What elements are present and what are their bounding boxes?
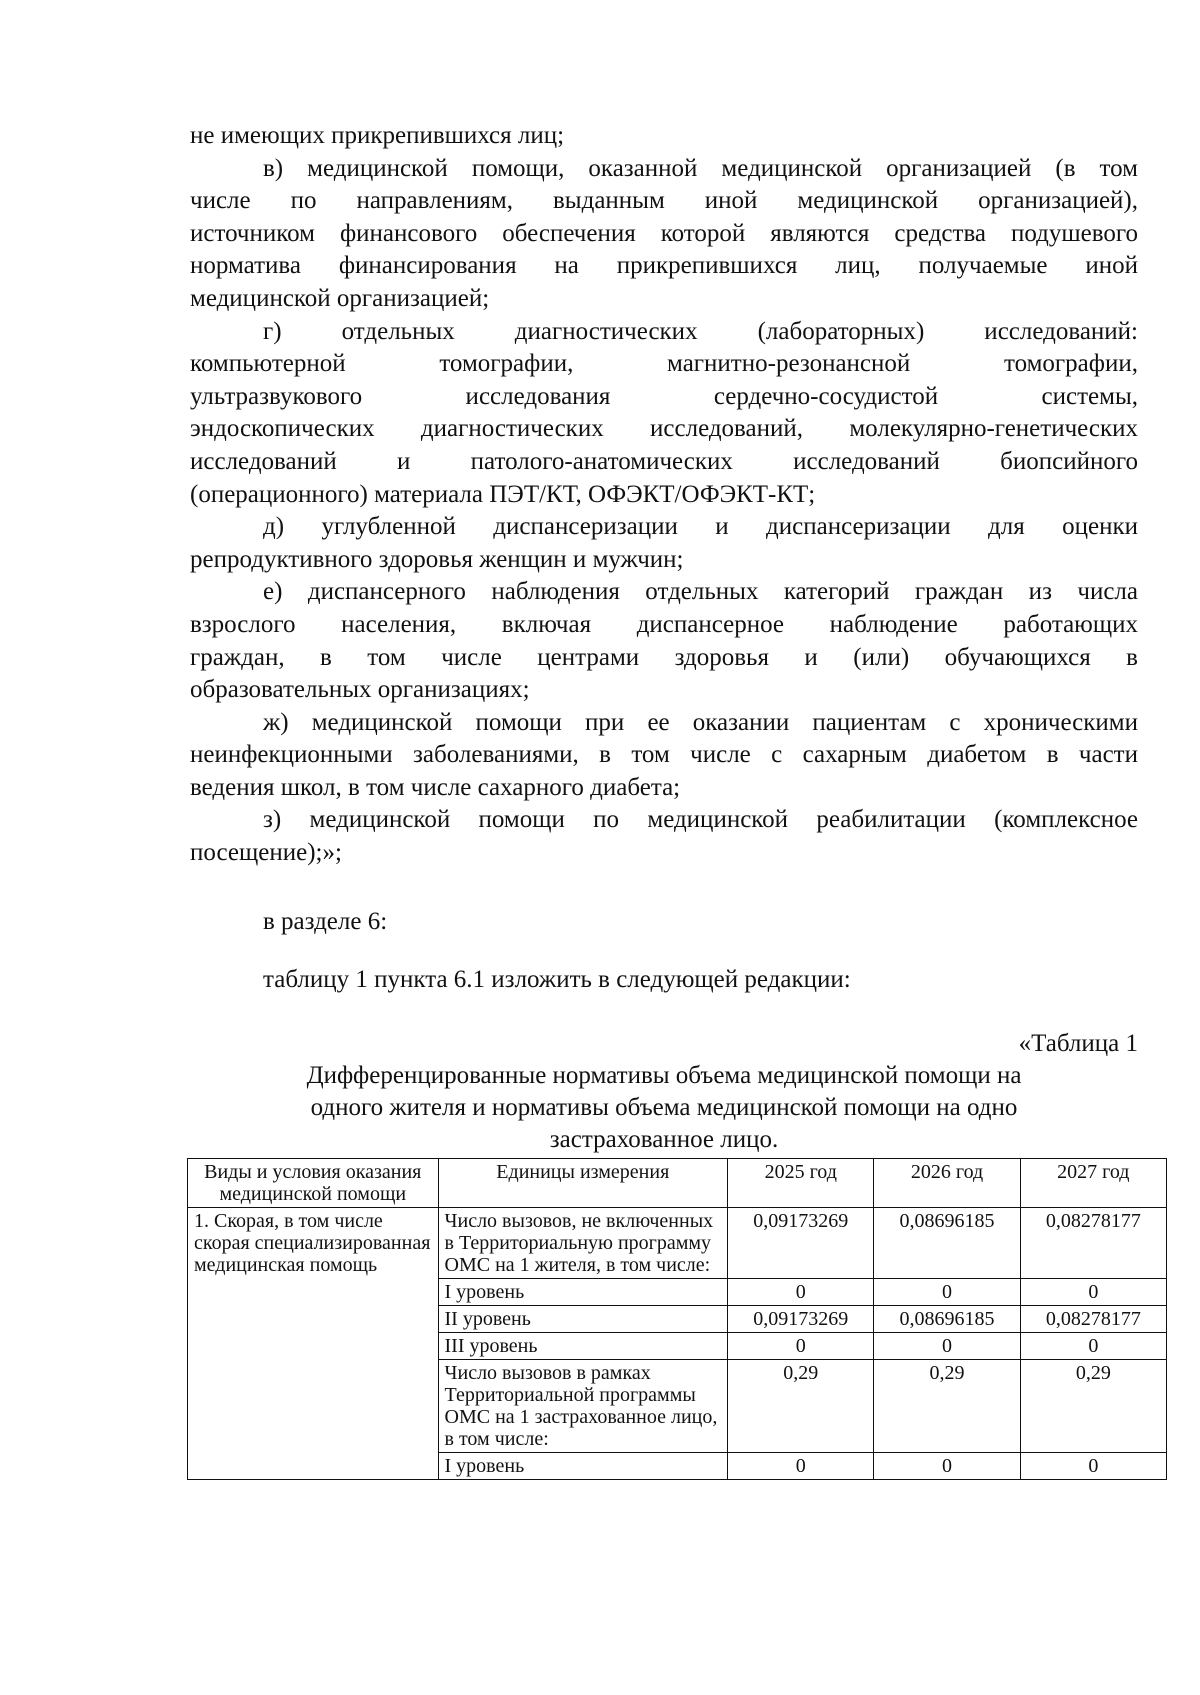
unit-cell: II уровень bbox=[438, 1306, 728, 1333]
table-title bbox=[190, 1060, 1138, 1156]
text-line: ж) медицинской помощи при ее оказании пациентам с хроническими bbox=[263, 708, 1138, 736]
value-2026-cell: 0,29 bbox=[874, 1360, 1020, 1453]
paragraph bbox=[190, 511, 1138, 576]
value-2025-cell: 0 bbox=[728, 1453, 874, 1480]
table-row bbox=[188, 1208, 1167, 1279]
paragraph bbox=[190, 316, 1138, 512]
text-line: образовательных организациях; bbox=[190, 676, 530, 704]
value-2027-cell: 0 bbox=[1020, 1279, 1166, 1306]
text-line: числе по направлениям, выданным иной медицинской организацией), bbox=[190, 187, 1138, 215]
text-line: ультразвукового исследования сердечно-сосудистой системы, bbox=[190, 382, 1138, 410]
value-2025-cell: 0,09173269 bbox=[728, 1306, 874, 1333]
table-body bbox=[188, 1208, 1167, 1480]
value-2025-cell: 0,29 bbox=[728, 1360, 874, 1453]
paragraph bbox=[190, 804, 1138, 869]
table-label: «Таблица 1 bbox=[1018, 1030, 1138, 1057]
text-line: норматива финансирования на прикрепившихся лиц, получаемые иной bbox=[190, 252, 1138, 280]
value-2025-cell: 0 bbox=[728, 1279, 874, 1306]
category-cell: 1. Скорая, в том числе скорая специализированная медицинская помощь bbox=[188, 1208, 439, 1480]
value-2027-cell: 0 bbox=[1020, 1333, 1166, 1360]
unit-cell: I уровень bbox=[438, 1279, 728, 1306]
text-line: (операционного) материала ПЭТ/КТ, ОФЭКТ/ОФЭКТ-КТ; bbox=[190, 480, 816, 508]
table-title-line: Дифференцированные нормативы объема медицинской помощи на bbox=[306, 1062, 1022, 1089]
value-2026-cell: 0,08696185 bbox=[874, 1208, 1020, 1279]
text-line: не имеющих прикрепившихся лиц; bbox=[190, 122, 565, 149]
value-2027-cell: 0,08278177 bbox=[1020, 1208, 1166, 1279]
paragraph bbox=[190, 576, 1138, 706]
text-line: в) медицинской помощи, оказанной медицинской организацией (в том bbox=[263, 154, 1138, 182]
text-line: ведения школ, в том числе сахарного диабета; bbox=[190, 773, 681, 801]
instruction-line: таблицу 1 пункта 6.1 изложить в следующей редакции: bbox=[263, 966, 851, 993]
value-2026-cell: 0 bbox=[874, 1279, 1020, 1306]
text-line: е) диспансерного наблюдения отдельных категорий граждан из числа bbox=[263, 578, 1138, 606]
header-2027: 2027 год bbox=[1020, 1159, 1166, 1208]
unit-cell: III уровень bbox=[438, 1333, 728, 1360]
table-title-line: одного жителя и нормативы объема медицинской помощи на одно bbox=[310, 1094, 1018, 1121]
text-line: репродуктивного здоровья женщин и мужчин; bbox=[190, 545, 684, 573]
value-2025-cell: 0,09173269 bbox=[728, 1208, 874, 1279]
text-line: д) углубленной диспансеризации и диспансеризации для оценки bbox=[263, 513, 1138, 541]
section-heading: в разделе 6: bbox=[263, 908, 388, 935]
unit-cell: Число вызовов в рамках Территориальной программы ОМС на 1 застрахованное лицо, в том числе: bbox=[438, 1360, 728, 1453]
unit-cell: Число вызовов, не включенных в Территориальную программу ОМС на 1 жителя, в том числе: bbox=[438, 1208, 728, 1279]
text-line: посещение);»; bbox=[190, 839, 342, 867]
norms-table bbox=[187, 1158, 1167, 1480]
text-line: источником финансового обеспечения которой являются средства подушевого bbox=[190, 219, 1138, 247]
value-2027-cell: 0,08278177 bbox=[1020, 1306, 1166, 1333]
table-header-row bbox=[188, 1159, 1167, 1208]
value-2026-cell: 0,08696185 bbox=[874, 1306, 1020, 1333]
header-type: Виды и условия оказания медицинской помощи bbox=[188, 1159, 439, 1208]
text-line: г) отдельных диагностических (лабораторных) исследований: bbox=[263, 317, 1138, 345]
text-line: эндоскопических диагностических исследований, молекулярно-генетических bbox=[190, 415, 1138, 443]
body-text bbox=[190, 120, 1138, 870]
table-title-line: застрахованное лицо. bbox=[549, 1126, 779, 1153]
text-line: взрослого населения, включая диспансерное наблюдение работающих bbox=[190, 610, 1138, 638]
value-2027-cell: 0 bbox=[1020, 1453, 1166, 1480]
value-2027-cell: 0,29 bbox=[1020, 1360, 1166, 1453]
header-2025: 2025 год bbox=[728, 1159, 874, 1208]
header-unit: Единицы измерения bbox=[438, 1159, 728, 1208]
text-line: з) медицинской помощи по медицинской реабилитации (комплексное bbox=[263, 806, 1138, 834]
text-line: исследований и патолого-анатомических исследований биопсийного bbox=[190, 447, 1138, 475]
unit-cell: I уровень bbox=[438, 1453, 728, 1480]
value-2026-cell: 0 bbox=[874, 1453, 1020, 1480]
paragraph bbox=[190, 120, 1138, 153]
value-2025-cell: 0 bbox=[728, 1333, 874, 1360]
paragraph bbox=[190, 707, 1138, 805]
text-line: неинфекционными заболеваниями, в том числе с сахарным диабетом в части bbox=[190, 741, 1138, 769]
text-line: медицинской организацией; bbox=[190, 284, 490, 312]
text-line: компьютерной томографии, магнитно-резонансной томографии, bbox=[190, 350, 1138, 378]
paragraph bbox=[190, 153, 1138, 316]
text-line: граждан, в том числе центрами здоровья и (или) обучающихся в bbox=[190, 643, 1138, 671]
value-2026-cell: 0 bbox=[874, 1333, 1020, 1360]
header-2026: 2026 год bbox=[874, 1159, 1020, 1208]
